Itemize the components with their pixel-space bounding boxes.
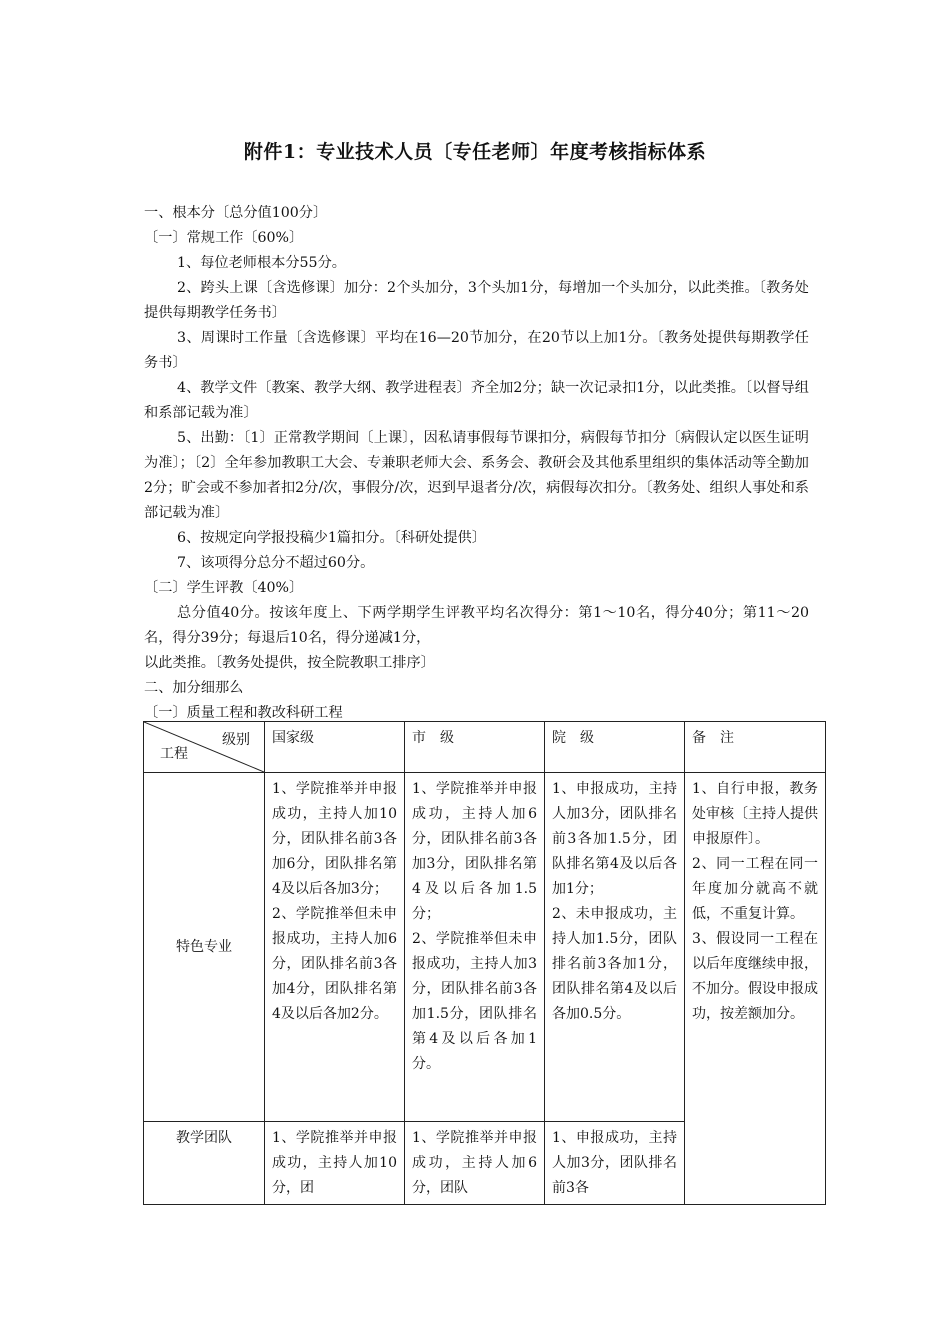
column-header-city: 市 级 bbox=[405, 722, 545, 773]
rule-item: 4、教学文件〔教案、教学大纲、教学进程表〕齐全加2分；缺一次记录扣1分，以此类推。〔以督导组和系部记载为准〕 bbox=[144, 380, 809, 421]
section-heading: 二、加分细那么 bbox=[144, 680, 244, 696]
scoring-table bbox=[143, 721, 826, 1205]
rule-item: 6、按规定向学报投稿少1篇扣分。〔科研处提供〕 bbox=[177, 530, 486, 546]
row-label: 特色专业 bbox=[144, 773, 265, 1122]
rule-item: 7、该项得分总分不超过60分。 bbox=[177, 555, 375, 571]
city-cell bbox=[405, 773, 545, 1122]
rule-item: 1、每位老师根本分55分。 bbox=[177, 255, 346, 271]
subsection-heading: 〔一〕常规工作〔60%〕 bbox=[144, 230, 304, 246]
subsection-heading: 〔一〕质量工程和教改科研工程 bbox=[144, 705, 343, 721]
rule-item: 总分值40分。按该年度上、下两学期学生评教平均名次得分：第1～10名，得分40分；第11～20名，得分39分；每退后10名，得分递减1分， bbox=[144, 605, 809, 646]
header-project-label: 工程 bbox=[160, 746, 188, 762]
college-cell bbox=[545, 1122, 685, 1205]
cell-text: 1、学院推举并申报成功，主持人加6分，团队排名前3各加3分，团队排名第4及以后各加1.5分； 2、学院推举但未申报成功，主持人加3分，团队排名前3各加1.5分，团队排名第4及以后各加1分。 bbox=[412, 781, 537, 1072]
document-title: 附件1：专业技术人员〔专任老师〕年度考核指标体系 bbox=[243, 141, 707, 163]
rule-item-continuation: 以此类推。〔教务处提供，按全院教职工排序〕 bbox=[144, 655, 435, 671]
rule-item: 3、周课时工作量〔含选修课〕平均在16—20节加分，在20节以上加1分。〔教务处提供每期教学任务书〕 bbox=[144, 330, 809, 371]
header-level-label: 级别 bbox=[222, 732, 250, 748]
rule-item: 2、跨头上课〔含选修课〕加分：2个头加分，3个头加1分，每增加一个头加分，以此类推。〔教务处提供每期教学任务书〕 bbox=[144, 280, 809, 321]
document-body bbox=[144, 201, 809, 726]
college-cell bbox=[545, 773, 685, 1122]
city-cell bbox=[405, 1122, 545, 1205]
cell-text: 1、学院推举并申报成功，主持人加10分，团队排名前3各加6分，团队排名第4及以后各加3分； 2、学院推举但未申报成功，主持人加6分，团队排名前3各加4分，团队排名第4及以后各加2分。 bbox=[272, 781, 397, 1022]
cell-text: 1、学院推举并申报成功，主持人加10分，团 bbox=[272, 1130, 397, 1196]
national-cell bbox=[265, 773, 405, 1122]
column-header-remark: 备 注 bbox=[685, 722, 826, 773]
table-header-row bbox=[144, 722, 826, 773]
column-header-national: 国家级 bbox=[265, 722, 405, 773]
national-cell bbox=[265, 1122, 405, 1205]
cell-text: 1、申报成功，主持人加3分，团队排名前3各 bbox=[552, 1130, 677, 1196]
cell-text: 1、学院推举并申报成功，主持人加6分，团队 bbox=[412, 1130, 537, 1196]
cell-text: 1、自行申报，教务处审核〔主持人提供申报原件〕。 2、同一工程在同一年度加分就高不就低，不重复计算。 3、假设同一工程在以后年度继续申报，不加分。假设申报成功，按差额加分。 bbox=[692, 781, 818, 1022]
row-label: 教学团队 bbox=[144, 1122, 265, 1205]
table-row bbox=[144, 773, 826, 1122]
cell-text: 1、申报成功，主持人加3分，团队排名前3各加1.5分，团队排名第4及以后各加1分； 2、未申报成功，主持人加1.5分，团队排名前3各加1分，团队排名第4及以后各加0.5分。 bbox=[552, 781, 677, 1022]
rule-item: 5、出勤：〔1〕正常教学期间〔上课〕，因私请事假每节课扣分，病假每节扣分〔病假认定以医生证明为准〕；〔2〕全年参加教职工大会、专兼职老师大会、系务会、教研会及其他系里组织的集体活动等全勤加2分；旷会或不参加者扣2分/次，事假分/次，迟到早退者分/次，病假每次扣分。〔教务处、组织人事处和系部记载为准〕 bbox=[144, 430, 809, 521]
section-heading: 一、根本分〔总分值100分〕 bbox=[144, 205, 328, 221]
diagonal-header-cell bbox=[144, 722, 265, 773]
column-header-college: 院 级 bbox=[545, 722, 685, 773]
subsection-heading: 〔二〕学生评教〔40%〕 bbox=[144, 580, 304, 596]
remark-cell bbox=[685, 773, 826, 1205]
